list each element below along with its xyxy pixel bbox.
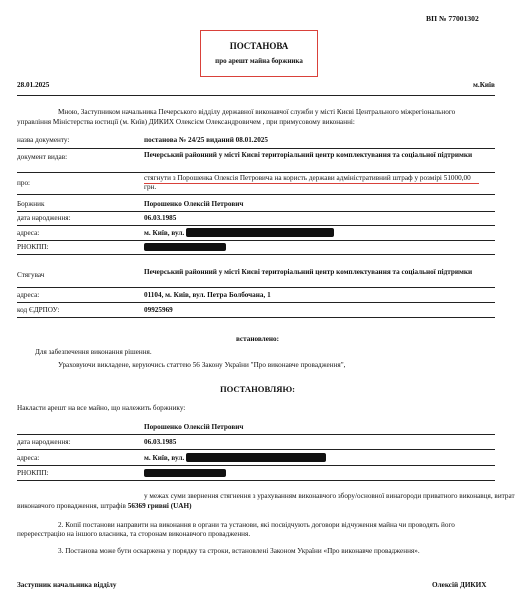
debtor-birth-value: 06.03.1985 [144,214,177,222]
resolve-birth-value: 06.03.1985 [144,438,177,446]
resolve-paragraph-1: Накласти арешт на все майно, що належить боржнику: [17,404,186,412]
about-underline [144,183,479,184]
divider [17,287,495,288]
claimant-edrpou-value: 09925969 [144,306,173,314]
document-title: ПОСТАНОВА [229,41,289,51]
limit-line-1: у межах суми звернення стягнення з урахуванням виконавчого збору/основної винагороди приватного виконавця, витрат [144,492,515,500]
doc-about-value: стягнути з Порошенка Олексія Петровича на користь держави адміністративний штраф у розмірі 51000,00 грн. [144,174,471,191]
divider [17,254,495,255]
document-city: м.Київ [473,81,495,89]
claimant-name: Печерський районний у місті Києві територіальний центр комплектування та соціальної підтримки [144,268,473,276]
signature-position: Заступник начальника відділу [17,581,117,589]
redaction-bar [186,228,334,237]
intro-line-2: управління Міністерства юстиції (м. Київ) ДИКИХ Олексієм Олександровичем , при примусовому виконанні: [17,118,355,126]
claimant-address-label: адреса: [17,291,40,299]
redaction-bar [144,243,226,251]
debtor-address-value: м. Київ, вул. [144,229,185,237]
divider [17,449,495,450]
doc-issuer-label: документ видав: [17,153,68,161]
doc-name-value: постанова № 24/25 виданий 08.01.2025 [144,136,268,144]
divider [17,95,495,96]
limit-amount: 56369 гривні (UAH) [127,502,192,510]
divider [17,240,495,241]
resolve-rnokpp-label: РНОКПП: [17,469,49,477]
claimant-edrpou-label: код ЄДРПОУ: [17,306,60,314]
claimant-label: Стягувач [17,271,45,279]
debtor-birth-label: дата народження: [17,214,71,222]
divider [17,194,495,195]
intro-line-1: Мною, Заступником начальника Печерського відділу державної виконавчої служби у місті Києві Центрального міжрегіонального [58,108,456,116]
resolve-item-3: 3. Постанова може бути оскаржена у порядку та строки, встановлені Законом України «Про виконавче провадження». [58,547,420,555]
divider [17,434,495,435]
redaction-bar [144,469,226,477]
divider [17,225,495,226]
divider [17,317,495,318]
doc-about-label: про: [17,179,31,187]
limit-line-2-text: виконавчого провадження, штрафів [17,502,126,510]
claimant-address-value: 01104, м. Київ, вул. Петра Болбочана, 1 [144,291,271,299]
debtor-rnokpp-label: РНОКПП: [17,243,49,251]
debtor-address-label: адреса: [17,229,40,237]
divider [17,172,495,173]
resolve-item-2: 2. Копії постанови направити на виконання в органи та установи, які посвідчують договори відчуження майна чи проводять його перереєстрацію на іншого власника, та сторонам виконавчого провадження. [17,521,455,538]
divider [17,302,495,303]
redaction-bar [186,453,326,462]
document-date: 28.01.2025 [17,81,50,89]
resolve-heading: ПОСТАНОВЛЯЮ: [219,384,296,394]
resolve-address-label: адреса: [17,454,40,462]
enforcement-number: ВП № 77001302 [426,14,479,23]
document-subtitle: про арешт майна боржника [215,57,303,65]
signature-name: Олексій ДИКИХ [432,581,487,589]
established-paragraph-2: Ураховуючи викладене, керуючись статтею 56 Закону України "Про виконавче провадження", [58,361,346,369]
resolve-birth-label: дата народження: [17,438,71,446]
debtor-label: Боржник [17,200,45,208]
established-paragraph-1: Для забезпечення виконання рішення. [35,348,152,356]
resolve-debtor-name: Порошенко Олексій Петрович [144,423,244,431]
title-highlight-box [200,30,318,77]
divider [17,211,495,212]
debtor-name: Порошенко Олексій Петрович [144,200,244,208]
divider [17,148,495,149]
doc-issuer-value: Печерський районний у місті Києві територіальний центр комплектування та соціальної підтримки [144,151,473,159]
resolve-address-value: м. Київ, вул. [144,454,185,462]
limit-line-2 [17,502,191,511]
divider [17,480,495,481]
divider [17,465,495,466]
established-heading: встановлено: [235,335,280,343]
doc-name-label: назва документу: [17,136,70,144]
